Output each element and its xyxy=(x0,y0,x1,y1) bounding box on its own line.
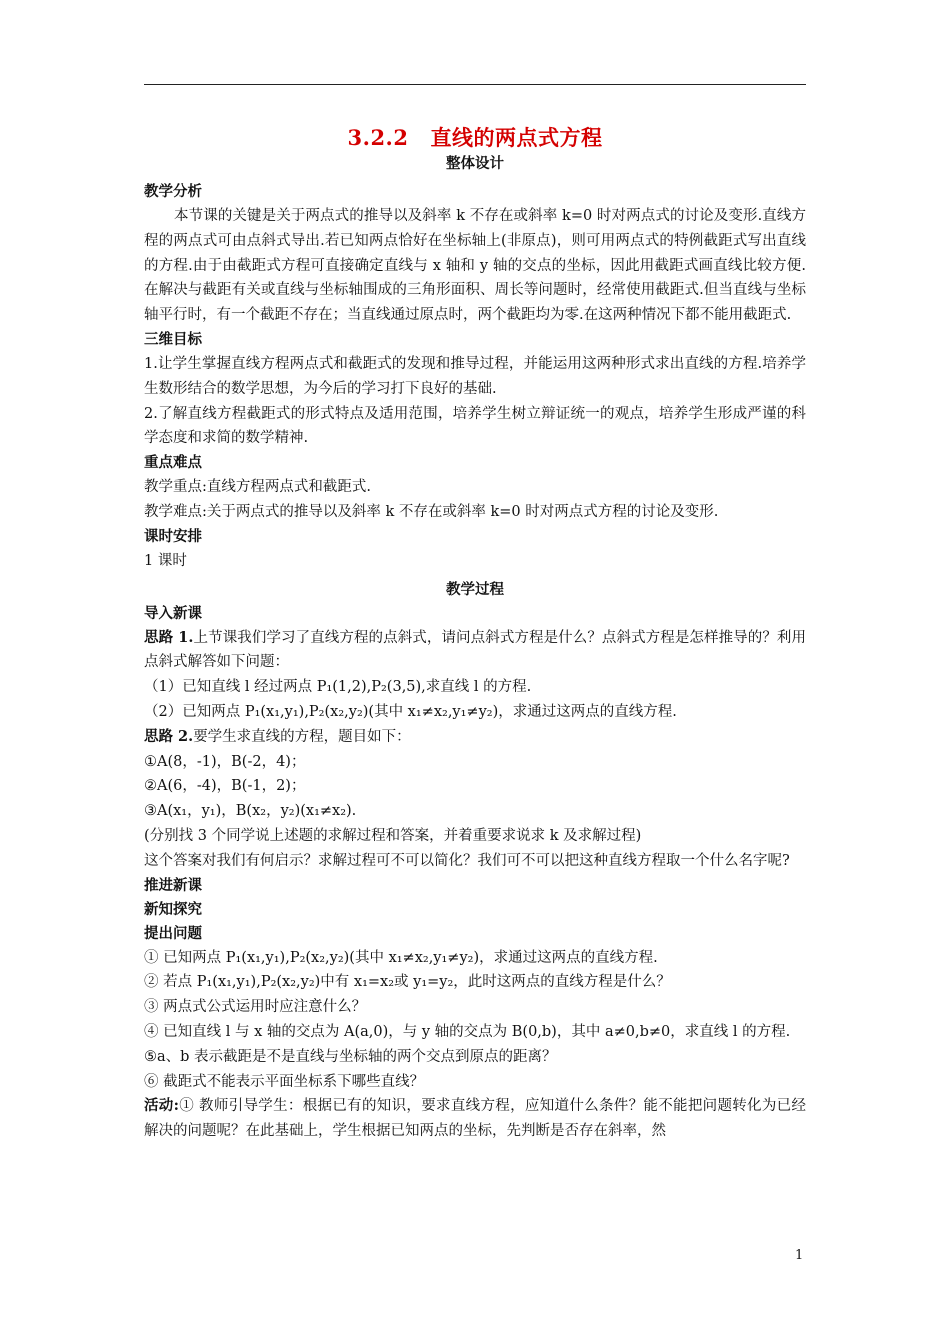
activity-label: 活动: xyxy=(144,1097,179,1115)
question-3: ③ 两点式公式运用时应注意什么？ xyxy=(144,999,367,1016)
idea-1-question-1: （1）已知直线 l 经过两点 P₁(1,2),P₂(3,5),求直线 l 的方程. xyxy=(144,679,532,696)
idea-1-label: 思路 1. xyxy=(144,628,194,646)
intro-heading: 导入新课 xyxy=(144,604,202,622)
activity xyxy=(144,1094,806,1144)
question-6: ⑥ 截距式不能表示平面坐标系下哪些直线？ xyxy=(144,1073,425,1090)
document-body xyxy=(144,124,806,1144)
analysis-heading: 教学分析 xyxy=(144,183,202,200)
analysis-body: 本节课的关键是关于两点式的推导以及斜率 k 不存在或斜率 k=0 时对两点式的讨论及变形.直线方程的两点式可由点斜式导出.若已知两点恰好在坐标轴上(非原点)，则可用两点式的特例截距式写出直线的方程.由于由截距式方程可直接确定直线与 x 轴和 y 轴的交点的坐标，因此用截距式画直线比较方便.在解决与截距有关或直线与坐标轴围成的三角形面积、周长等问题时，经常使用截距式.但当直线与坐标轴平行时，有一个截距不存在；当直线通过原点时，两个截距均为零.在这两种情况下都不能用截距式. xyxy=(144,208,806,324)
idea-2-item-b: ②A(6，-4)，B(-1，2)； xyxy=(144,778,306,795)
idea-2-body: 要学生求直线的方程，题目如下： xyxy=(193,728,411,745)
idea-2-item-a: ①A(8，-1)，B(-2，4)； xyxy=(144,753,306,770)
activity-body: ① 教师引导学生：根据已有的知识，要求直线方程，应知道什么条件？能不能把问题转化为已经解决的问题呢？在此基础上，学生根据已知两点的坐标，先判断是否存在斜率，然 xyxy=(144,1098,806,1140)
idea-2 xyxy=(144,725,806,750)
page-number: 1 xyxy=(795,1248,804,1263)
idea-2-label: 思路 2. xyxy=(144,727,194,745)
idea-1-body: 上节课我们学习了直线方程的点斜式，请问点斜式方程是什么？点斜式方程是怎样推导的？利用点斜式解答如下问题： xyxy=(144,629,807,671)
question-5: ⑤a、b 表示截距是不是直线与坐标轴的两个交点到原点的距离？ xyxy=(144,1048,557,1065)
question-1: ① 已知两点 P₁(x₁,y₁),P₂(x₂,y₂)(其中 x₁≠x₂,y₁≠y₂)，求通过这两点的直线方程. xyxy=(144,949,658,966)
idea-2-note: (分别找 3 个同学说上述题的求解过程和答案，并着重要求说求 k 及求解过程) xyxy=(144,827,642,844)
title-text: 直线的两点式方程 xyxy=(430,125,603,150)
title-section-number: 3.2.2 xyxy=(347,125,409,150)
idea-1 xyxy=(144,626,806,676)
keypoints-heading: 重点难点 xyxy=(144,454,202,472)
teaching-focus: 教学重点:直线方程两点式和截距式. xyxy=(144,479,371,496)
header-rule xyxy=(144,84,806,85)
document-title xyxy=(144,124,806,152)
explore-heading: 新知探究 xyxy=(144,900,202,918)
goals-heading: 三维目标 xyxy=(144,330,202,348)
question-4: ④ 已知直线 l 与 x 轴的交点为 A(a,0)，与 y 轴的交点为 B(0,b)，其中 a≠0,b≠0，求直线 l 的方程. xyxy=(144,1023,791,1040)
idea-1-question-2: （2）已知两点 P₁(x₁,y₁),P₂(x₂,y₂)(其中 x₁≠x₂,y₁≠y₂)，求通过这两点的直线方程. xyxy=(144,703,677,720)
schedule-heading: 课时安排 xyxy=(144,527,202,545)
advance-heading: 推进新课 xyxy=(144,876,202,894)
process-heading: 教学过程 xyxy=(446,580,504,598)
subtitle: 整体设计 xyxy=(446,155,504,172)
goal-item-1: 1.让学生掌握直线方程两点式和截距式的发现和推导过程，并能运用这两种形式求出直线的方程.培养学生数形结合的数学思想，为今后的学习打下良好的基础. xyxy=(144,355,806,397)
idea-2-item-c: ③A(x₁，y₁)，B(x₂，y₂)(x₁≠x₂). xyxy=(144,803,357,820)
question-2: ② 若点 P₁(x₁,y₁),P₂(x₂,y₂)中有 x₁=x₂或 y₁=y₂，此时这两点的直线方程是什么？ xyxy=(144,974,671,991)
question-heading: 提出问题 xyxy=(144,924,202,942)
goal-item-2: 2.了解直线方程截距式的形式特点及适用范围，培养学生树立辩证统一的观点，培养学生形成严谨的科学态度和求简的数学精神. xyxy=(144,405,806,447)
schedule-body: 1 课时 xyxy=(144,552,187,569)
idea-2-follow-up: 这个答案对我们有何启示？求解过程可不可以简化？我们可不可以把这种直线方程取一个什么名字呢? xyxy=(144,852,790,869)
teaching-difficulty: 教学难点:关于两点式的推导以及斜率 k 不存在或斜率 k=0 时对两点式方程的讨论及变形. xyxy=(144,503,719,520)
